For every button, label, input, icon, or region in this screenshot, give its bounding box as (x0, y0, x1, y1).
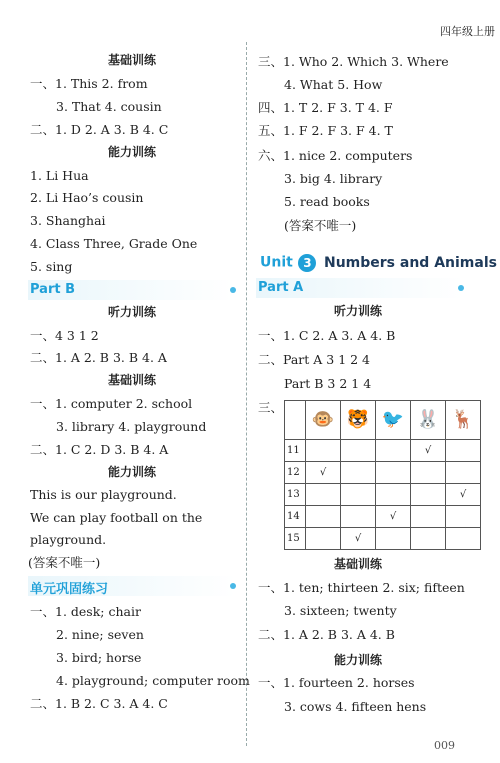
animal-picture-3: 🐦 (376, 401, 411, 440)
heading-nengli-3: 能力训练 (334, 653, 383, 667)
answer-line: 3. sixteen; twenty (284, 603, 397, 618)
row-number: 14 (285, 506, 306, 528)
table-row (285, 440, 481, 462)
answer-line: Part B 3 2 1 4 (284, 376, 372, 391)
answer-line: 五、1. F 2. F 3. F 4. T (258, 123, 393, 138)
heading-tingli-2: 听力训练 (334, 304, 383, 318)
answer-line: 3. big 4. library (284, 171, 383, 186)
check-cell (446, 440, 481, 462)
animal-picture-4: 🐰 (411, 401, 446, 440)
dot-icon (458, 285, 464, 291)
page-number: 009 (434, 739, 455, 752)
answer-line: We can play football on the (30, 510, 203, 525)
row-number: 12 (285, 462, 306, 484)
answer-line: 一、1. fourteen 2. horses (258, 675, 415, 690)
answer-line: (答案不唯一) (28, 555, 101, 570)
check-cell: √ (376, 506, 411, 528)
check-cell (306, 506, 341, 528)
heading-jichu-3: 基础训练 (334, 557, 383, 571)
check-cell: √ (446, 484, 481, 506)
section-part-a-label: Part A (258, 280, 304, 295)
unit-number-badge: 3 (298, 254, 316, 272)
answer-line: 2. Li Hao’s cousin (30, 190, 144, 205)
answer-line: 六、1. nice 2. computers (258, 148, 413, 163)
unit-heading (260, 252, 497, 272)
answer-line: 二、1. A 2. B 3. B 4. A (30, 350, 167, 365)
answer-line: 4. What 5. How (284, 77, 383, 92)
check-cell (376, 528, 411, 550)
column-divider (246, 42, 247, 746)
answer-line: 2. nine; seven (56, 627, 144, 642)
answer-line: 一、1. desk; chair (30, 604, 141, 619)
check-cell (376, 462, 411, 484)
answer-line: 一、1. computer 2. school (30, 396, 193, 411)
unit-word: Unit (260, 254, 293, 271)
heading-nengli-2: 能力训练 (108, 465, 157, 479)
heading-tingli-1: 听力训练 (108, 305, 157, 319)
answer-line: 一、1. This 2. from (30, 76, 148, 91)
answer-line: 1. Li Hua (30, 168, 89, 183)
answer-line: 二、1. B 2. C 3. A 4. C (30, 696, 168, 711)
answer-line: playground. (30, 532, 107, 547)
dot-icon (230, 583, 236, 589)
check-cell (376, 484, 411, 506)
answer-line: 4. playground; computer room (56, 673, 250, 688)
check-cell (446, 462, 481, 484)
check-cell: √ (341, 528, 376, 550)
row-number: 15 (285, 528, 306, 550)
table-row (285, 506, 481, 528)
answer-line: 一、1. C 2. A 3. A 4. B (258, 328, 396, 343)
check-cell (306, 528, 341, 550)
section-part-b (28, 280, 236, 300)
section-part-b-label: Part B (30, 282, 76, 297)
answer-line: 二、Part A 3 1 2 4 (258, 352, 371, 367)
check-cell: √ (306, 462, 341, 484)
answer-line: 二、1. A 2. B 3. A 4. B (258, 627, 395, 642)
animal-picture-1: 🐵 (306, 401, 341, 440)
row-number: 11 (285, 440, 306, 462)
answer-line: 二、1. D 2. A 3. B 4. C (30, 122, 169, 137)
check-cell (341, 506, 376, 528)
table-row (285, 528, 481, 550)
answer-line: 3. bird; horse (56, 650, 142, 665)
answer-line: This is our playground. (30, 487, 177, 502)
dot-icon (230, 287, 236, 293)
check-cell (411, 528, 446, 550)
answer-line: 5. read books (284, 194, 370, 209)
check-cell (341, 484, 376, 506)
animal-picture-5: 🦌 (446, 401, 481, 440)
answer-line: 一、1. ten; thirteen 2. six; fifteen (258, 580, 465, 595)
grade-label: 四年级上册 (440, 25, 495, 38)
check-cell (341, 462, 376, 484)
answer-line: (答案不唯一) (284, 218, 357, 233)
check-cell: √ (411, 440, 446, 462)
check-cell (411, 462, 446, 484)
check-cell (411, 484, 446, 506)
answer-line: 四、1. T 2. F 3. T 4. F (258, 100, 393, 115)
answer-line: 3. That 4. cousin (56, 99, 162, 114)
check-cell (306, 484, 341, 506)
answer-line: 4. Class Three, Grade One (30, 236, 198, 251)
answer-line: 三、1. Who 2. Which 3. Where (258, 54, 449, 69)
picture-row (285, 401, 481, 440)
answer-line: 3. cows 4. fifteen hens (284, 699, 427, 714)
heading-nengli-1: 能力训练 (108, 145, 157, 159)
answer-line: 二、1. C 2. D 3. B 4. A (30, 442, 169, 457)
heading-jichu-2: 基础训练 (108, 373, 157, 387)
answer-line: 3. Shanghai (30, 213, 106, 228)
table-row (285, 484, 481, 506)
answer-line: 三、 (258, 400, 284, 415)
answer-line: 3. library 4. playground (56, 419, 207, 434)
check-cell (306, 440, 341, 462)
section-unit-review (28, 576, 236, 596)
answer-line: 一、4 3 1 2 (30, 328, 99, 343)
matching-table (284, 400, 481, 550)
row-number: 13 (285, 484, 306, 506)
check-cell (446, 528, 481, 550)
check-cell (446, 506, 481, 528)
heading-jichu-1: 基础训练 (108, 53, 157, 67)
table-row (285, 462, 481, 484)
animal-picture-2: 🐯 (341, 401, 376, 440)
section-unit-review-label: 单元巩固练习 (30, 582, 109, 597)
check-cell (376, 440, 411, 462)
corner-cell (285, 401, 306, 440)
section-part-a (256, 278, 464, 298)
check-cell (411, 506, 446, 528)
unit-title: Numbers and Animals (323, 254, 497, 271)
answer-line: 5. sing (30, 259, 73, 274)
check-cell (341, 440, 376, 462)
